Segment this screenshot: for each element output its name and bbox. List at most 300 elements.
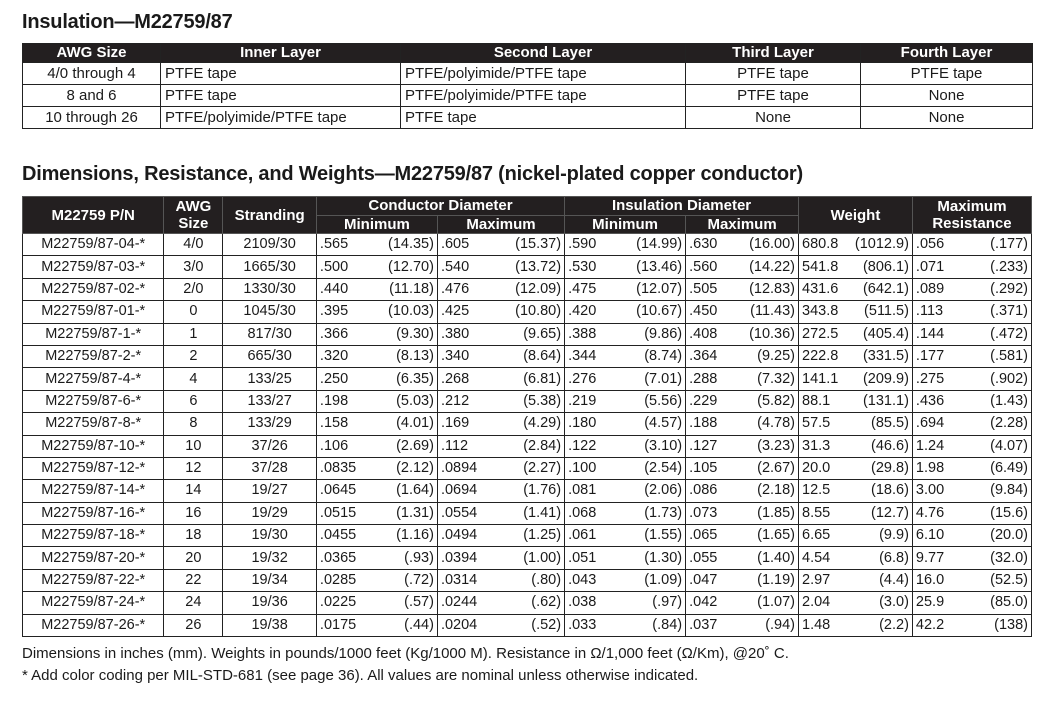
part-number-cell: M22759/87-16-* <box>23 502 164 524</box>
part-number-cell: M22759/87-10-* <box>23 435 164 457</box>
conductor-max-cell <box>437 525 564 547</box>
insulation-max-cell-inches: .505 <box>689 280 718 297</box>
insulation-title: Insulation—M22759/87 <box>22 11 233 33</box>
resistance-cell-metric: (15.6) <box>990 504 1028 521</box>
conductor-min-cell-metric: (2.12) <box>396 460 434 477</box>
part-number-cell: M22759/87-26-* <box>23 614 164 636</box>
weight-cell-inches: 272.5 <box>802 325 839 342</box>
third-layer-cell: PTFE tape <box>686 85 861 107</box>
insulation-max-cell <box>686 614 799 636</box>
conductor-min-cell-inches: .0225 <box>319 594 357 611</box>
header-conductor-minimum: Minimum <box>316 215 437 234</box>
insulation-min-cell-inches: .530 <box>568 258 597 275</box>
conductor-max-cell <box>437 569 564 591</box>
conductor-min-cell-inches: .158 <box>319 415 349 432</box>
insulation-max-cell <box>686 502 799 524</box>
header-part-number: M22759 P/N <box>23 197 164 234</box>
weight-cell-metric: (642.1) <box>862 280 909 297</box>
insulation-min-cell-metric: (1.55) <box>644 527 683 544</box>
insulation-max-cell-metric: (1.85) <box>757 504 796 521</box>
resistance-cell <box>912 345 1031 367</box>
insulation-min-cell-inches: .061 <box>568 527 597 544</box>
stranding-cell: 19/38 <box>223 614 317 636</box>
insulation-max-cell-inches: .037 <box>689 616 718 633</box>
conductor-max-cell-inches: .112 <box>440 437 469 454</box>
insulation-max-cell-metric: (2.67) <box>757 460 796 477</box>
conductor-min-cell-inches: .0835 <box>319 460 357 477</box>
table-row <box>23 502 1032 524</box>
insulation-max-cell <box>686 390 799 412</box>
insulation-min-cell-metric: (10.67) <box>636 303 683 320</box>
resistance-cell-metric: (.371) <box>990 303 1028 320</box>
resistance-cell-inches: .113 <box>915 303 944 320</box>
insulation-min-cell-metric: (13.46) <box>636 258 683 275</box>
conductor-max-cell-inches: .0204 <box>440 616 478 633</box>
conductor-min-cell-inches: .0515 <box>319 504 357 521</box>
awg-cell: 10 <box>164 435 223 457</box>
conductor-min-cell-inches: .366 <box>319 325 349 342</box>
conductor-min-cell <box>316 592 437 614</box>
conductor-min-cell-metric: (5.03) <box>396 392 434 409</box>
conductor-min-cell <box>316 569 437 591</box>
awg-size-cell: 4/0 through 4 <box>23 63 161 85</box>
table-row <box>23 301 1032 323</box>
resistance-cell-inches: 16.0 <box>915 572 945 589</box>
insulation-max-cell-metric: (11.43) <box>750 303 796 320</box>
part-number-cell: M22759/87-22-* <box>23 569 164 591</box>
insulation-max-cell-metric: (3.23) <box>757 437 796 454</box>
insulation-max-cell-inches: .105 <box>689 460 718 477</box>
insulation-max-cell-inches: .450 <box>689 303 718 320</box>
insulation-max-cell <box>686 480 799 502</box>
resistance-cell-inches: 4.76 <box>915 504 945 521</box>
second-layer-cell: PTFE/polyimide/PTFE tape <box>401 85 686 107</box>
conductor-max-cell <box>437 345 564 367</box>
weight-cell-metric: (331.5) <box>862 348 909 365</box>
conductor-max-cell-metric: (.62) <box>531 594 562 611</box>
units-note: Dimensions in inches (mm). Weights in pounds/1000 feet (Kg/1000 M). Resistance in Ω/1,000 feet (Ω/Km), @20˚ C. <box>22 645 789 662</box>
weight-cell <box>799 256 913 278</box>
weight-cell-inches: 57.5 <box>802 415 831 432</box>
insulation-min-cell <box>565 592 686 614</box>
header-weight: Weight <box>799 197 913 234</box>
stranding-cell: 2109/30 <box>223 234 317 256</box>
conductor-max-cell-inches: .340 <box>440 348 470 365</box>
conductor-min-cell-inches: .0645 <box>319 482 357 499</box>
resistance-cell <box>912 480 1031 502</box>
weight-cell-inches: 12.5 <box>802 482 831 499</box>
weight-cell-inches: 2.97 <box>802 572 831 589</box>
resistance-cell-inches: .694 <box>915 415 945 432</box>
third-layer-cell: None <box>686 107 861 129</box>
conductor-min-cell-inches: .500 <box>319 258 349 275</box>
conductor-max-cell <box>437 480 564 502</box>
conductor-max-cell-inches: .0314 <box>440 572 478 589</box>
insulation-max-cell-metric: (5.82) <box>757 392 796 409</box>
weight-cell <box>799 323 913 345</box>
insulation-max-cell-inches: .229 <box>689 392 718 409</box>
conductor-max-cell <box>437 547 564 569</box>
inner-layer-cell: PTFE tape <box>161 63 401 85</box>
table-row <box>23 390 1032 412</box>
insulation-max-cell-inches: .188 <box>689 415 718 432</box>
resistance-cell-metric: (85.0) <box>990 594 1028 611</box>
dimensions-title: Dimensions, Resistance, and Weights—M22759/87 (nickel-plated copper conductor) <box>22 163 803 185</box>
weight-cell-metric: (12.7) <box>871 504 909 521</box>
conductor-min-cell-metric: (12.70) <box>388 258 434 275</box>
header-insulation-minimum: Minimum <box>565 215 686 234</box>
awg-size-cell: 10 through 26 <box>23 107 161 129</box>
stranding-cell: 1330/30 <box>223 278 317 300</box>
second-layer-cell: PTFE/polyimide/PTFE tape <box>401 63 686 85</box>
awg-cell: 18 <box>164 525 223 547</box>
insulation-max-cell-metric: (1.07) <box>757 594 796 611</box>
resistance-cell-metric: (2.28) <box>990 415 1028 432</box>
insulation-max-cell-metric: (.94) <box>765 616 796 633</box>
insulation-min-cell-inches: .180 <box>568 415 597 432</box>
insulation-max-cell <box>686 323 799 345</box>
conductor-max-cell <box>437 368 564 390</box>
insulation-min-cell-inches: .420 <box>568 303 597 320</box>
resistance-cell <box>912 457 1031 479</box>
weight-cell-metric: (46.6) <box>871 437 909 454</box>
stranding-cell: 817/30 <box>223 323 317 345</box>
conductor-min-cell-metric: (.57) <box>404 594 434 611</box>
resistance-cell <box>912 413 1031 435</box>
insulation-max-cell-metric: (14.22) <box>749 258 796 275</box>
conductor-min-cell-inches: .440 <box>319 280 349 297</box>
insulation-max-cell-inches: .065 <box>689 527 718 544</box>
conductor-max-cell-inches: .0694 <box>440 482 478 499</box>
insulation-min-cell-inches: .475 <box>568 280 597 297</box>
resistance-cell-metric: (6.49) <box>990 460 1028 477</box>
conductor-max-cell <box>437 278 564 300</box>
awg-cell: 0 <box>164 301 223 323</box>
conductor-min-cell-metric: (14.35) <box>388 236 434 253</box>
conductor-min-cell <box>316 614 437 636</box>
insulation-min-cell-inches: .122 <box>568 437 597 454</box>
conductor-min-cell-inches: .0455 <box>319 527 357 544</box>
resistance-cell-metric: (4.07) <box>990 437 1028 454</box>
resistance-cell-inches: 1.98 <box>915 460 945 477</box>
table-row <box>23 256 1032 278</box>
conductor-min-cell-inches: .565 <box>319 236 349 253</box>
stranding-cell: 19/30 <box>223 525 317 547</box>
conductor-max-cell-metric: (5.38) <box>523 392 562 409</box>
resistance-cell-metric: (9.84) <box>990 482 1028 499</box>
table-row <box>23 525 1032 547</box>
weight-cell <box>799 435 913 457</box>
conductor-max-cell <box>437 592 564 614</box>
resistance-cell-metric: (.902) <box>990 370 1028 387</box>
conductor-max-cell-inches: .380 <box>440 325 470 342</box>
conductor-max-cell-inches: .425 <box>440 303 470 320</box>
insulation-min-cell <box>565 323 686 345</box>
weight-cell <box>799 345 913 367</box>
conductor-max-cell-metric: (1.41) <box>523 504 562 521</box>
insulation-header-row <box>23 44 1033 63</box>
conductor-min-cell-metric: (8.13) <box>396 348 434 365</box>
conductor-max-cell-inches: .0494 <box>440 527 478 544</box>
header-insulation-diameter: Insulation Diameter <box>565 197 799 216</box>
insulation-min-cell <box>565 569 686 591</box>
stranding-cell: 665/30 <box>223 345 317 367</box>
conductor-max-cell-inches: .0554 <box>440 504 478 521</box>
conductor-max-cell-metric: (.52) <box>531 616 562 633</box>
resistance-cell <box>912 390 1031 412</box>
conductor-max-cell <box>437 390 564 412</box>
awg-cell: 16 <box>164 502 223 524</box>
weight-cell <box>799 525 913 547</box>
header-conductor-maximum: Maximum <box>437 215 564 234</box>
conductor-min-cell-inches: .320 <box>319 348 349 365</box>
conductor-min-cell-metric: (9.30) <box>396 325 434 342</box>
insulation-min-cell-inches: .033 <box>568 616 597 633</box>
table-row <box>23 323 1032 345</box>
resistance-cell-metric: (.177) <box>990 236 1028 253</box>
insulation-min-cell <box>565 301 686 323</box>
stranding-cell: 19/34 <box>223 569 317 591</box>
insulation-min-cell-inches: .388 <box>568 325 597 342</box>
weight-cell-metric: (209.9) <box>862 370 909 387</box>
insulation-min-cell-inches: .043 <box>568 572 597 589</box>
part-number-cell: M22759/87-2-* <box>23 345 164 367</box>
resistance-cell-metric: (32.0) <box>990 549 1028 566</box>
conductor-max-cell <box>437 502 564 524</box>
insulation-max-cell <box>686 345 799 367</box>
conductor-min-cell-inches: .0175 <box>319 616 357 633</box>
resistance-cell-inches: 9.77 <box>915 549 945 566</box>
resistance-cell-inches: 25.9 <box>915 594 945 611</box>
part-number-cell: M22759/87-24-* <box>23 592 164 614</box>
weight-cell-metric: (18.6) <box>871 482 909 499</box>
insulation-min-cell-inches: .219 <box>568 392 597 409</box>
conductor-min-cell <box>316 368 437 390</box>
conductor-max-cell-metric: (15.37) <box>515 236 562 253</box>
weight-cell-inches: 141.1 <box>802 370 839 387</box>
insulation-min-cell-metric: (.97) <box>652 594 683 611</box>
insulation-max-cell-metric: (1.40) <box>757 549 796 566</box>
table-row <box>23 592 1032 614</box>
conductor-max-cell-metric: (1.76) <box>523 482 562 499</box>
conductor-min-cell <box>316 435 437 457</box>
awg-cell: 2/0 <box>164 278 223 300</box>
insulation-min-cell-inches: .344 <box>568 348 597 365</box>
insulation-max-cell-metric: (16.00) <box>749 236 796 253</box>
conductor-min-cell-inches: .0365 <box>319 549 357 566</box>
weight-cell <box>799 480 913 502</box>
resistance-cell-inches: .436 <box>915 392 945 409</box>
conductor-max-cell-inches: .212 <box>440 392 470 409</box>
insulation-min-cell-inches: .068 <box>568 504 597 521</box>
insulation-table <box>22 43 1033 129</box>
insulation-min-cell-inches: .590 <box>568 236 597 253</box>
insulation-max-cell-metric: (1.19) <box>757 572 796 589</box>
insulation-min-cell <box>565 435 686 457</box>
resistance-cell <box>912 234 1031 256</box>
insulation-min-cell <box>565 547 686 569</box>
insulation-max-cell-inches: .364 <box>689 348 718 365</box>
conductor-max-cell-metric: (9.65) <box>523 325 562 342</box>
part-number-cell: M22759/87-04-* <box>23 234 164 256</box>
insulation-min-cell-metric: (1.73) <box>644 504 683 521</box>
conductor-min-cell <box>316 323 437 345</box>
insulation-min-cell-inches: .100 <box>568 460 597 477</box>
table-row <box>23 345 1032 367</box>
header-awg: AWG Size <box>164 197 223 234</box>
resistance-cell <box>912 614 1031 636</box>
insulation-min-cell-metric: (9.86) <box>644 325 683 342</box>
stranding-cell: 133/25 <box>223 368 317 390</box>
insulation-min-cell <box>565 390 686 412</box>
resistance-cell-inches: .177 <box>915 348 945 365</box>
insulation-max-cell-inches: .047 <box>689 572 718 589</box>
conductor-min-cell-metric: (10.03) <box>388 303 434 320</box>
resistance-cell-inches: .089 <box>915 280 945 297</box>
weight-cell-metric: (3.0) <box>879 594 909 611</box>
table-row <box>23 278 1032 300</box>
conductor-max-cell-metric: (6.81) <box>523 370 562 387</box>
conductor-max-cell-inches: .540 <box>440 258 470 275</box>
awg-cell: 4 <box>164 368 223 390</box>
part-number-cell: M22759/87-14-* <box>23 480 164 502</box>
inner-layer-cell: PTFE/polyimide/PTFE tape <box>161 107 401 129</box>
resistance-cell <box>912 569 1031 591</box>
conductor-min-cell-metric: (11.18) <box>389 280 434 297</box>
conductor-max-cell-inches: .0394 <box>440 549 478 566</box>
insulation-min-cell <box>565 457 686 479</box>
resistance-cell-metric: (.581) <box>990 348 1028 365</box>
stranding-cell: 19/32 <box>223 547 317 569</box>
conductor-max-cell <box>437 457 564 479</box>
resistance-cell <box>912 301 1031 323</box>
table-row <box>23 234 1032 256</box>
dimensions-header-row-1 <box>23 197 1032 216</box>
part-number-cell: M22759/87-01-* <box>23 301 164 323</box>
weight-cell <box>799 278 913 300</box>
insulation-min-cell-inches: .051 <box>568 549 597 566</box>
resistance-cell <box>912 256 1031 278</box>
weight-cell <box>799 592 913 614</box>
awg-cell: 22 <box>164 569 223 591</box>
conductor-max-cell-inches: .476 <box>440 280 470 297</box>
weight-cell-inches: 431.6 <box>802 280 839 297</box>
resistance-cell <box>912 525 1031 547</box>
fourth-layer-cell: PTFE tape <box>861 63 1033 85</box>
conductor-max-cell-metric: (12.09) <box>515 280 562 297</box>
conductor-max-cell-inches: .0244 <box>440 594 478 611</box>
stranding-cell: 133/27 <box>223 390 317 412</box>
weight-cell-metric: (1012.9) <box>854 236 909 253</box>
third-layer-cell: PTFE tape <box>686 63 861 85</box>
conductor-min-cell-metric: (1.31) <box>396 504 434 521</box>
insulation-max-cell-inches: .408 <box>689 325 718 342</box>
conductor-min-cell-inches: .198 <box>319 392 349 409</box>
insulation-max-cell-metric: (12.83) <box>749 280 796 297</box>
insulation-min-cell-metric: (8.74) <box>644 348 683 365</box>
table-row <box>23 480 1032 502</box>
insulation-max-cell-metric: (2.18) <box>757 482 796 499</box>
table-row <box>23 368 1032 390</box>
header-inner-layer: Inner Layer <box>161 44 401 63</box>
insulation-max-cell-inches: .560 <box>689 258 718 275</box>
insulation-max-cell <box>686 592 799 614</box>
weight-cell-inches: 680.8 <box>802 236 839 253</box>
conductor-min-cell-inches: .250 <box>319 370 349 387</box>
dimensions-table <box>22 196 1032 637</box>
part-number-cell: M22759/87-02-* <box>23 278 164 300</box>
resistance-cell <box>912 435 1031 457</box>
conductor-min-cell <box>316 457 437 479</box>
conductor-max-cell <box>437 435 564 457</box>
weight-cell <box>799 413 913 435</box>
stranding-cell: 133/29 <box>223 413 317 435</box>
resistance-cell-inches: 42.2 <box>915 616 945 633</box>
insulation-min-cell <box>565 345 686 367</box>
fourth-layer-cell: None <box>861 107 1033 129</box>
conductor-min-cell <box>316 390 437 412</box>
conductor-max-cell <box>437 301 564 323</box>
insulation-min-cell <box>565 480 686 502</box>
weight-cell-metric: (131.1) <box>862 392 909 409</box>
weight-cell <box>799 234 913 256</box>
insulation-max-cell-inches: .288 <box>689 370 718 387</box>
insulation-min-cell-inches: .038 <box>568 594 597 611</box>
insulation-min-cell-inches: .276 <box>568 370 597 387</box>
conductor-min-cell-inches: .106 <box>319 437 349 454</box>
insulation-max-cell <box>686 278 799 300</box>
table-row <box>23 457 1032 479</box>
table-row <box>23 569 1032 591</box>
conductor-max-cell <box>437 256 564 278</box>
weight-cell <box>799 457 913 479</box>
weight-cell <box>799 569 913 591</box>
resistance-cell-inches: .056 <box>915 236 945 253</box>
weight-cell <box>799 614 913 636</box>
conductor-max-cell-metric: (2.84) <box>523 437 562 454</box>
insulation-min-cell <box>565 525 686 547</box>
insulation-max-cell-metric: (10.36) <box>749 325 796 342</box>
insulation-max-cell-inches: .127 <box>689 437 718 454</box>
color-coding-note: * Add color coding per MIL-STD-681 (see page 36). All values are nominal unless otherwise indicated. <box>22 667 699 684</box>
weight-cell-inches: 343.8 <box>802 303 839 320</box>
resistance-cell-metric: (20.0) <box>990 527 1028 544</box>
weight-cell <box>799 301 913 323</box>
table-row <box>23 63 1033 85</box>
resistance-cell-metric: (.472) <box>990 325 1028 342</box>
stranding-cell: 19/27 <box>223 480 317 502</box>
resistance-cell <box>912 278 1031 300</box>
conductor-max-cell-metric: (4.29) <box>523 415 562 432</box>
resistance-cell-inches: 6.10 <box>915 527 945 544</box>
insulation-min-cell <box>565 614 686 636</box>
resistance-cell-metric: (138) <box>994 616 1028 633</box>
insulation-max-cell <box>686 569 799 591</box>
insulation-min-cell-metric: (7.01) <box>644 370 683 387</box>
part-number-cell: M22759/87-12-* <box>23 457 164 479</box>
conductor-max-cell-metric: (8.64) <box>523 348 562 365</box>
insulation-min-cell <box>565 234 686 256</box>
weight-cell-inches: 88.1 <box>802 392 831 409</box>
conductor-min-cell <box>316 345 437 367</box>
insulation-max-cell-inches: .055 <box>689 549 718 566</box>
insulation-min-cell-metric: (.84) <box>652 616 683 633</box>
conductor-min-cell-inches: .0285 <box>319 572 357 589</box>
insulation-min-cell <box>565 256 686 278</box>
resistance-cell <box>912 592 1031 614</box>
conductor-min-cell <box>316 234 437 256</box>
conductor-min-cell-metric: (2.69) <box>396 437 434 454</box>
